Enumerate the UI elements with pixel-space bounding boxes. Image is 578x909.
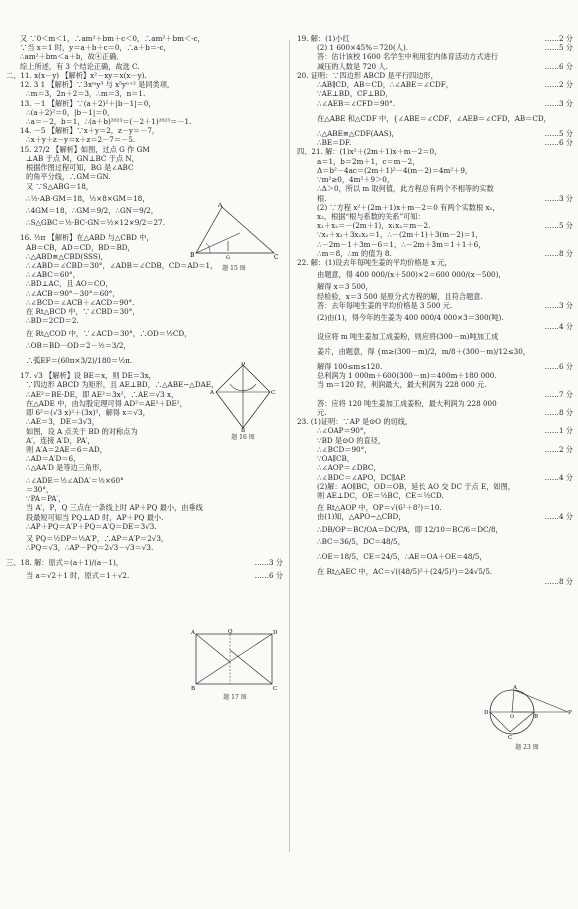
line-text: 设应将 m 吨生姜加工成姜粉，则应将(300－m)吨加工成 [317, 331, 499, 341]
line-text: ∴△ABD≌△CBD(SSS)， [26, 251, 108, 261]
text-line [297, 491, 573, 500]
line-text: ∴OB＝BD－OD＝2－½＝3/2， [26, 340, 131, 350]
score-marker: ……7 分 [544, 389, 573, 399]
text-line [297, 473, 573, 482]
line-text: 20. 证明：∵四边形 ABCD 是平行四边形， [297, 70, 438, 80]
line-text: ∴OE＝18/5，CE＝24/5，∴AE＝OA＋OE＝48/5， [317, 552, 487, 562]
text-line [297, 43, 573, 52]
line-text: ∴∠AOP＝∠DBC， [317, 463, 381, 473]
svg-text:A: A [218, 203, 223, 209]
line-text: (2)解：AO∥BC，OD＝OB，延长 AO 交 DC 于点 E，如图， [317, 481, 515, 491]
line-text: 即 6²＝(√3 x)²＋(3x)²，解得 x＝√3， [26, 408, 150, 418]
line-text: 在 Rt△BCD 中，∵∠CBD＝30°， [26, 307, 140, 317]
line-text: 减压的人数是 720 人. [317, 61, 388, 71]
line-text: 又 ∵0＜m＜1，∴am²＋bm＋c＜0，∴am²＋bm＜-c， [20, 34, 205, 43]
line-text: ＝30°， [26, 484, 54, 494]
line-text: 当 A′，P，Q 三点在一条线上时 AP＋PQ 最小，由垂线 [26, 503, 203, 513]
text-line [6, 534, 283, 543]
line-text: ∴Δ＞0，所以 m 取何值，此方程总有两个不相等的实数 [317, 184, 494, 194]
score-marker: ……1 分 [544, 426, 573, 436]
svg-text:B: B [241, 428, 246, 432]
score-marker: ……5 分 [544, 221, 573, 231]
line-text: ∴AD＝A′D＝6， [26, 454, 81, 464]
line-text: 当 m＝120 时，利润最大，最大利润为 228 000 元. [317, 380, 487, 390]
text-line [6, 80, 283, 89]
text-line [297, 80, 573, 89]
text-line [297, 301, 573, 310]
svg-text:C: C [508, 735, 513, 741]
score-marker: ……6 分 [544, 361, 573, 371]
text-line [6, 341, 283, 350]
line-text: 由(1)知，△APO∽△CBD， [317, 512, 406, 522]
line-text: ∴∠BCD＝90°， [317, 444, 372, 454]
text-line [297, 71, 573, 80]
line-text: (2) ∵方程 x²＋(2m＋1)x＋m－2＝0 有两个实数根 x₁， [317, 202, 500, 212]
score-marker: ……6 分 [544, 138, 573, 148]
text-line [6, 454, 283, 463]
text-line [297, 138, 573, 147]
line-text: ∵四边形 ABCD 为矩形，且 AE⊥BD，∴△ABE∽△DAE， [26, 380, 219, 390]
line-text: AB＝CB，AD＝CD，BD＝BD， [26, 242, 135, 252]
text-line [6, 172, 283, 181]
score-marker: ……6 分 [544, 61, 573, 71]
text-line [6, 445, 283, 454]
figure-17-caption: 题 17 图 [223, 694, 247, 701]
score-marker: ……3 分 [544, 300, 573, 310]
line-text: ∴m＝3，2n＋2＝3，∴m＝3，n＝1. [26, 89, 146, 99]
line-text: 四、21. 解：(1)x²＋(2m＋1)x＋m－2＝0， [297, 147, 442, 157]
line-text: 元. [317, 408, 327, 418]
text-line [6, 298, 283, 307]
score-marker: ……2 分 [544, 34, 573, 43]
line-text: ∵PA＝PA′， [26, 494, 66, 504]
text-line [297, 34, 573, 43]
text-line [6, 503, 283, 512]
line-text: 的角平分线，∴GM＝GN. [26, 172, 111, 182]
line-text: ∴BE＝DF. [317, 138, 352, 148]
text-line [297, 371, 573, 380]
score-marker: ……4 分 [544, 472, 573, 482]
score-marker: ……4 分 [544, 322, 573, 332]
line-text: 在 Rt△COD 中，∵∠ACD＝30°，∴OD＝½CD， [26, 328, 192, 338]
line-text: 则 A′A＝2AE＝6＝AD， [26, 444, 107, 454]
figure-17 [190, 628, 280, 701]
line-text: ∴BD⊥AC，且 AO＝CO， [26, 279, 113, 289]
figure-17-diagram [190, 628, 280, 692]
text-line [6, 279, 283, 288]
text-line [297, 537, 573, 546]
figure-16-diagram [210, 362, 276, 432]
line-text: x₁＋x₂＝－(2m＋1)，x₁x₂＝m－2. [317, 221, 431, 231]
line-text: a＝1，b＝2m＋1，c＝m－2， [317, 156, 420, 166]
line-text: 三、18. 解：原式＝(a＋1)/(a－1)， [6, 558, 123, 568]
svg-text:B: B [534, 714, 539, 720]
text-line [297, 270, 573, 279]
line-text: 二、11. x(x－y) 【解析】x²－xy＝x(x－y). [6, 70, 147, 80]
score-marker: ……5 分 [544, 43, 573, 53]
line-text: ∴∠AEB＝∠CFD＝90°. [317, 98, 395, 108]
text-line [297, 89, 573, 98]
line-text: ∵AE⊥BD，CF⊥BD， [317, 89, 393, 99]
line-text: ∴∠ACB＝90°－30°＝60°， [26, 288, 120, 298]
text-line [6, 154, 283, 163]
text-line [6, 145, 283, 154]
text-line [6, 543, 283, 552]
text-line [297, 380, 573, 389]
line-text: ∴AE＝3，DE＝3√3， [26, 417, 100, 427]
text-line [297, 577, 573, 586]
line-text: ∴∠BDC＝∠APO，DC∥AP. [317, 472, 406, 482]
svg-text:C: C [273, 686, 278, 692]
line-text: (2)由(1)，得今年的生姜为 400 000/4 000×3＝300(吨). [317, 313, 504, 323]
line-text: ∵BD 是⊙O 的直径， [317, 435, 386, 445]
line-text: ∵x₁＋x₂＋3x₁x₂＝1，∴－(2m＋1)＋3(m－2)＝1， [317, 230, 483, 240]
line-text: 19. 解：(1)小红 [297, 34, 350, 43]
line-text: 23. (1)证明：∵AP 是⊙O 的切线， [297, 417, 413, 427]
text-line [297, 503, 573, 512]
figure-23-diagram [482, 682, 572, 742]
text-line [297, 147, 573, 156]
text-line [297, 454, 573, 463]
text-line [297, 221, 573, 230]
line-text: (2) 1 600×45%＝720(人). [317, 43, 409, 53]
text-line [6, 463, 283, 472]
text-line [297, 99, 573, 108]
text-line [6, 194, 283, 203]
text-line [6, 182, 283, 191]
text-line [297, 52, 573, 61]
svg-text:A: A [191, 630, 195, 636]
score-marker: ……2 分 [544, 80, 573, 90]
line-text: ∴am²＋bm＜a＋b，故④正确． [20, 52, 124, 62]
text-line [297, 129, 573, 138]
text-line [6, 163, 283, 172]
figure-16 [210, 362, 276, 441]
line-text: ∴DB/OP＝BC/OA＝DC/PA，即 12/10＝BC/6＝DC/8， [317, 524, 503, 534]
text-line [6, 43, 283, 52]
svg-text:B: B [190, 252, 195, 259]
line-text: 姜片，由题意，得 {m≥(300－m)/2，m/8＋(300－m)/12≤30， [317, 346, 530, 356]
score-marker: ……8 分 [544, 576, 573, 586]
line-text: 综上所述，有 3 个结论正确，故选 C. [20, 61, 140, 71]
text-line [297, 347, 573, 356]
text-line [297, 230, 573, 239]
line-text: ∴∠ABC＝60°， [26, 270, 80, 280]
line-text: ∴AE²＝BE·DE，即 AE²＝3x²，∴AE＝√3 x， [26, 389, 179, 399]
text-line [297, 175, 573, 184]
line-text: 当 a＝√2＋1 时，原式＝1＋√2. [26, 570, 130, 580]
svg-text:C: C [274, 254, 279, 261]
line-text: 又 ∵S△ABG＝18， [26, 181, 93, 191]
line-text: 又 PQ＝½DP＝½A′P，∴AP＝A′P＝2√3， [26, 533, 169, 543]
figure-15-diagram [188, 203, 280, 263]
score-marker: ……3 分 [544, 193, 573, 203]
text-line [297, 445, 573, 454]
line-text: 在 Rt△AOP 中，OP＝√(6²＋8²)＝10. [317, 503, 442, 513]
text-line [297, 417, 573, 426]
line-text: 答：估计该校 1600 名学生中利用室内体育活动方式进行 [317, 52, 498, 62]
line-text: ∴△AA′D 是等边三角形， [26, 463, 107, 473]
line-text: ∴(a＋2)²＝0，|b－1|＝0， [26, 107, 115, 117]
line-text: ∴½·AB·GM＝18，½×8×GM＝18， [26, 193, 150, 203]
line-text: ∴弧EF＝(60π×3/2)/180＝½π. [26, 356, 133, 365]
line-text: ∴a＝－2，b＝1，∴(a＋b)²⁰²³＝(－2＋1)²⁰²³＝－1. [26, 116, 192, 126]
text-line [297, 203, 573, 212]
score-marker: ……8 分 [544, 248, 573, 258]
line-text: ∵OA∥CB， [317, 454, 354, 464]
text-line [6, 89, 283, 98]
svg-text:B: B [191, 686, 196, 692]
score-marker: ……6 分 [254, 570, 283, 580]
left-column [6, 34, 283, 580]
figure-15-caption: 题 15 图 [222, 265, 246, 272]
text-line [6, 135, 283, 144]
text-line [297, 512, 573, 521]
line-text: ∴△ABE≌△CDF(AAS)， [317, 128, 399, 138]
text-line [6, 99, 283, 108]
text-line [6, 485, 283, 494]
text-line [6, 329, 283, 338]
line-text: A′，连接 A′D，PA′， [26, 435, 95, 445]
line-text: 如图，设 A 点关于 BD 的对称点为 [26, 426, 138, 436]
line-text: 15. 27/2 【解析】如图，过点 G 作 GM [20, 144, 150, 154]
column-divider [289, 40, 290, 852]
text-line [6, 558, 283, 567]
text-line [297, 426, 573, 435]
text-line [297, 212, 573, 221]
text-line [297, 282, 573, 291]
text-line [297, 194, 573, 203]
line-text: 在△ADE 中，由勾股定理可得 AD²＝AE²＋DE²， [26, 398, 187, 408]
line-text: x₂，根据“根与系数的关系”可知： [317, 211, 425, 221]
text-line [6, 307, 283, 316]
line-text: 解得 x＝3 500， [317, 282, 373, 292]
line-text: 根. [317, 193, 327, 203]
figure-15 [188, 203, 280, 272]
text-line [297, 408, 573, 417]
score-marker: ……4 分 [544, 512, 573, 522]
line-text: ∴4GM＝18，∴GM＝9/2，∴GN＝9/2， [26, 205, 158, 215]
text-line [297, 390, 573, 399]
text-line [297, 157, 573, 166]
line-text: 段最短可知当 PQ⊥AD 时，AP＋PQ 最小. [26, 512, 164, 522]
score-marker: ……2 分 [544, 444, 573, 454]
figure-23-caption: 题 23 图 [515, 744, 539, 751]
score-marker: ……8 分 [544, 408, 573, 418]
line-text: ∵m²≥0，4m²＋9＞0， [317, 175, 395, 185]
text-line [297, 166, 573, 175]
line-text: ∴S△GBC＝½·BC·GN＝½×12×9/2＝27. [26, 218, 165, 228]
line-text: ∴∠ADE＝½∠ADA′＝½×60° [26, 475, 124, 485]
text-line [297, 552, 573, 561]
figure-23 [482, 682, 572, 751]
line-text: 总利润为 1 000m＋600(300－m)＝400m＋180 000. [317, 371, 497, 381]
line-text: ⊥AB 于点 M，GN⊥BC 于点 N， [26, 153, 139, 163]
text-line [6, 476, 283, 485]
line-text: ∴m＝8，∴m 的值为 8. [317, 248, 392, 258]
line-text: 13. －1 【解析】∵(a＋2)²＋|b－1|＝0， [20, 98, 156, 108]
text-line [6, 108, 283, 117]
text-line [297, 313, 573, 322]
line-text: 12. 3 1 【解析】∵3xᵐy³ 与 x⁵yⁿ⁺² 是同类项， [20, 80, 175, 90]
text-line [6, 126, 283, 135]
text-line [6, 289, 283, 298]
text-line [6, 62, 283, 71]
figure-16-caption: 题 16 图 [231, 434, 255, 441]
text-line [297, 525, 573, 534]
line-text: ∴BC＝36/5，DC＝48/5， [317, 536, 405, 546]
line-text: 在 Rt△AEC 中，AC＝√((48/5)²＋(24/5)²)＝24√5/5. [317, 567, 493, 577]
svg-text:Q: Q [228, 629, 233, 635]
svg-text:O: O [510, 714, 515, 720]
text-line [6, 494, 283, 503]
text-line [297, 332, 573, 341]
text-line [297, 249, 573, 258]
score-marker: ……3 分 [544, 98, 573, 108]
line-text: 在△ABE 和△CDF 中，{∠ABE＝∠CDF，∠AEB＝∠CFD，AB＝CD， [317, 113, 551, 123]
text-line [6, 117, 283, 126]
line-text: 22. 解：(1)设去年每吨生姜的平均价格是 x 元， [297, 258, 452, 268]
text-line [297, 184, 573, 193]
svg-text:G: G [226, 255, 230, 261]
line-text: 答：应将 120 吨生姜加工成姜粉，最大利润为 228 000 [317, 398, 497, 408]
line-text: 答：去年每吨生姜的平均价格是 3 500 元. [317, 300, 453, 310]
line-text: 16. ½π 【解析】在△ABD 与△CBD 中， [20, 233, 154, 243]
svg-text:D: D [241, 362, 246, 367]
text-line [297, 292, 573, 301]
line-text: 经检验，x＝3 500 是原分式方程的解，且符合题意. [317, 291, 483, 301]
text-line [297, 399, 573, 408]
line-text: ∴AB∥CD，AB＝CD，∴∠ABE＝∠CDF， [317, 80, 453, 90]
text-line [297, 62, 573, 71]
text-line [297, 463, 573, 472]
text-line [297, 436, 573, 445]
svg-text:D: D [273, 630, 278, 636]
line-text: 14. －5 【解析】∵x＋y＝2，z－y＝－7， [20, 126, 160, 136]
line-text: ∴∠ABD＝∠CBD＝30°，∠ADB＝∠CDB，CD＝AD＝1， [26, 261, 218, 271]
text-line [6, 71, 283, 80]
line-text: ∴x＋y＋z－y＝x＋z＝2－7＝－5. [26, 135, 136, 145]
svg-text:D: D [484, 710, 489, 716]
right-column [297, 34, 573, 586]
line-text: 则 AE⊥DC，OE＝½BC，CE＝½CD. [317, 491, 444, 500]
line-text: 解得 100≤m≤120. [317, 361, 383, 371]
svg-text:A: A [513, 685, 517, 691]
text-line [297, 258, 573, 267]
line-text: 17. √3 【解析】设 BE＝x，则 DE＝3x， [20, 371, 156, 381]
line-text: 由题意，得 400 000/(x＋500)×2＝600 000/(x－500)， [317, 270, 506, 280]
score-marker: ……3 分 [254, 558, 283, 568]
score-marker: ……5 分 [544, 128, 573, 138]
svg-text:P: P [568, 710, 572, 716]
line-text: ∴AP＋PQ＝A′P＋PQ＝A′Q＝DE＝3√3. [26, 521, 157, 531]
line-text: ∴BD＝2CD＝2. [26, 316, 79, 326]
text-line [297, 567, 573, 576]
svg-text:C: C [271, 390, 276, 396]
text-line [297, 482, 573, 491]
line-text: 根据作图过程可知，BG 是∠ABC [26, 163, 134, 173]
line-text: ∴∠BCD＝∠ACB＋∠ACD＝90°. [26, 297, 135, 307]
line-text: ∴PQ＝√3，∴AP－PQ＝2√3－√3＝√3. [26, 543, 154, 553]
text-line [6, 316, 283, 325]
text-line [6, 522, 283, 531]
text-line [6, 513, 283, 522]
text-line [6, 52, 283, 61]
line-text: ∴－2m－1＋3m－6＝1，∴－2m＋3m＝1＋1＋6， [317, 239, 486, 249]
svg-text:A: A [210, 390, 214, 396]
text-line [297, 322, 573, 331]
line-text: ∵当 x＝1 时，y＝a＋b＋c＝0，∴a＋b＝-c， [20, 43, 171, 53]
text-line [6, 571, 283, 580]
text-line [6, 34, 283, 43]
line-text: Δ＝b²－4ac＝(2m＋1)²－4(m－2)＝4m²＋9， [317, 165, 473, 175]
text-line [297, 114, 573, 123]
text-line [297, 362, 573, 371]
line-text: ∴∠OAP＝90°， [317, 426, 371, 436]
text-line [297, 240, 573, 249]
